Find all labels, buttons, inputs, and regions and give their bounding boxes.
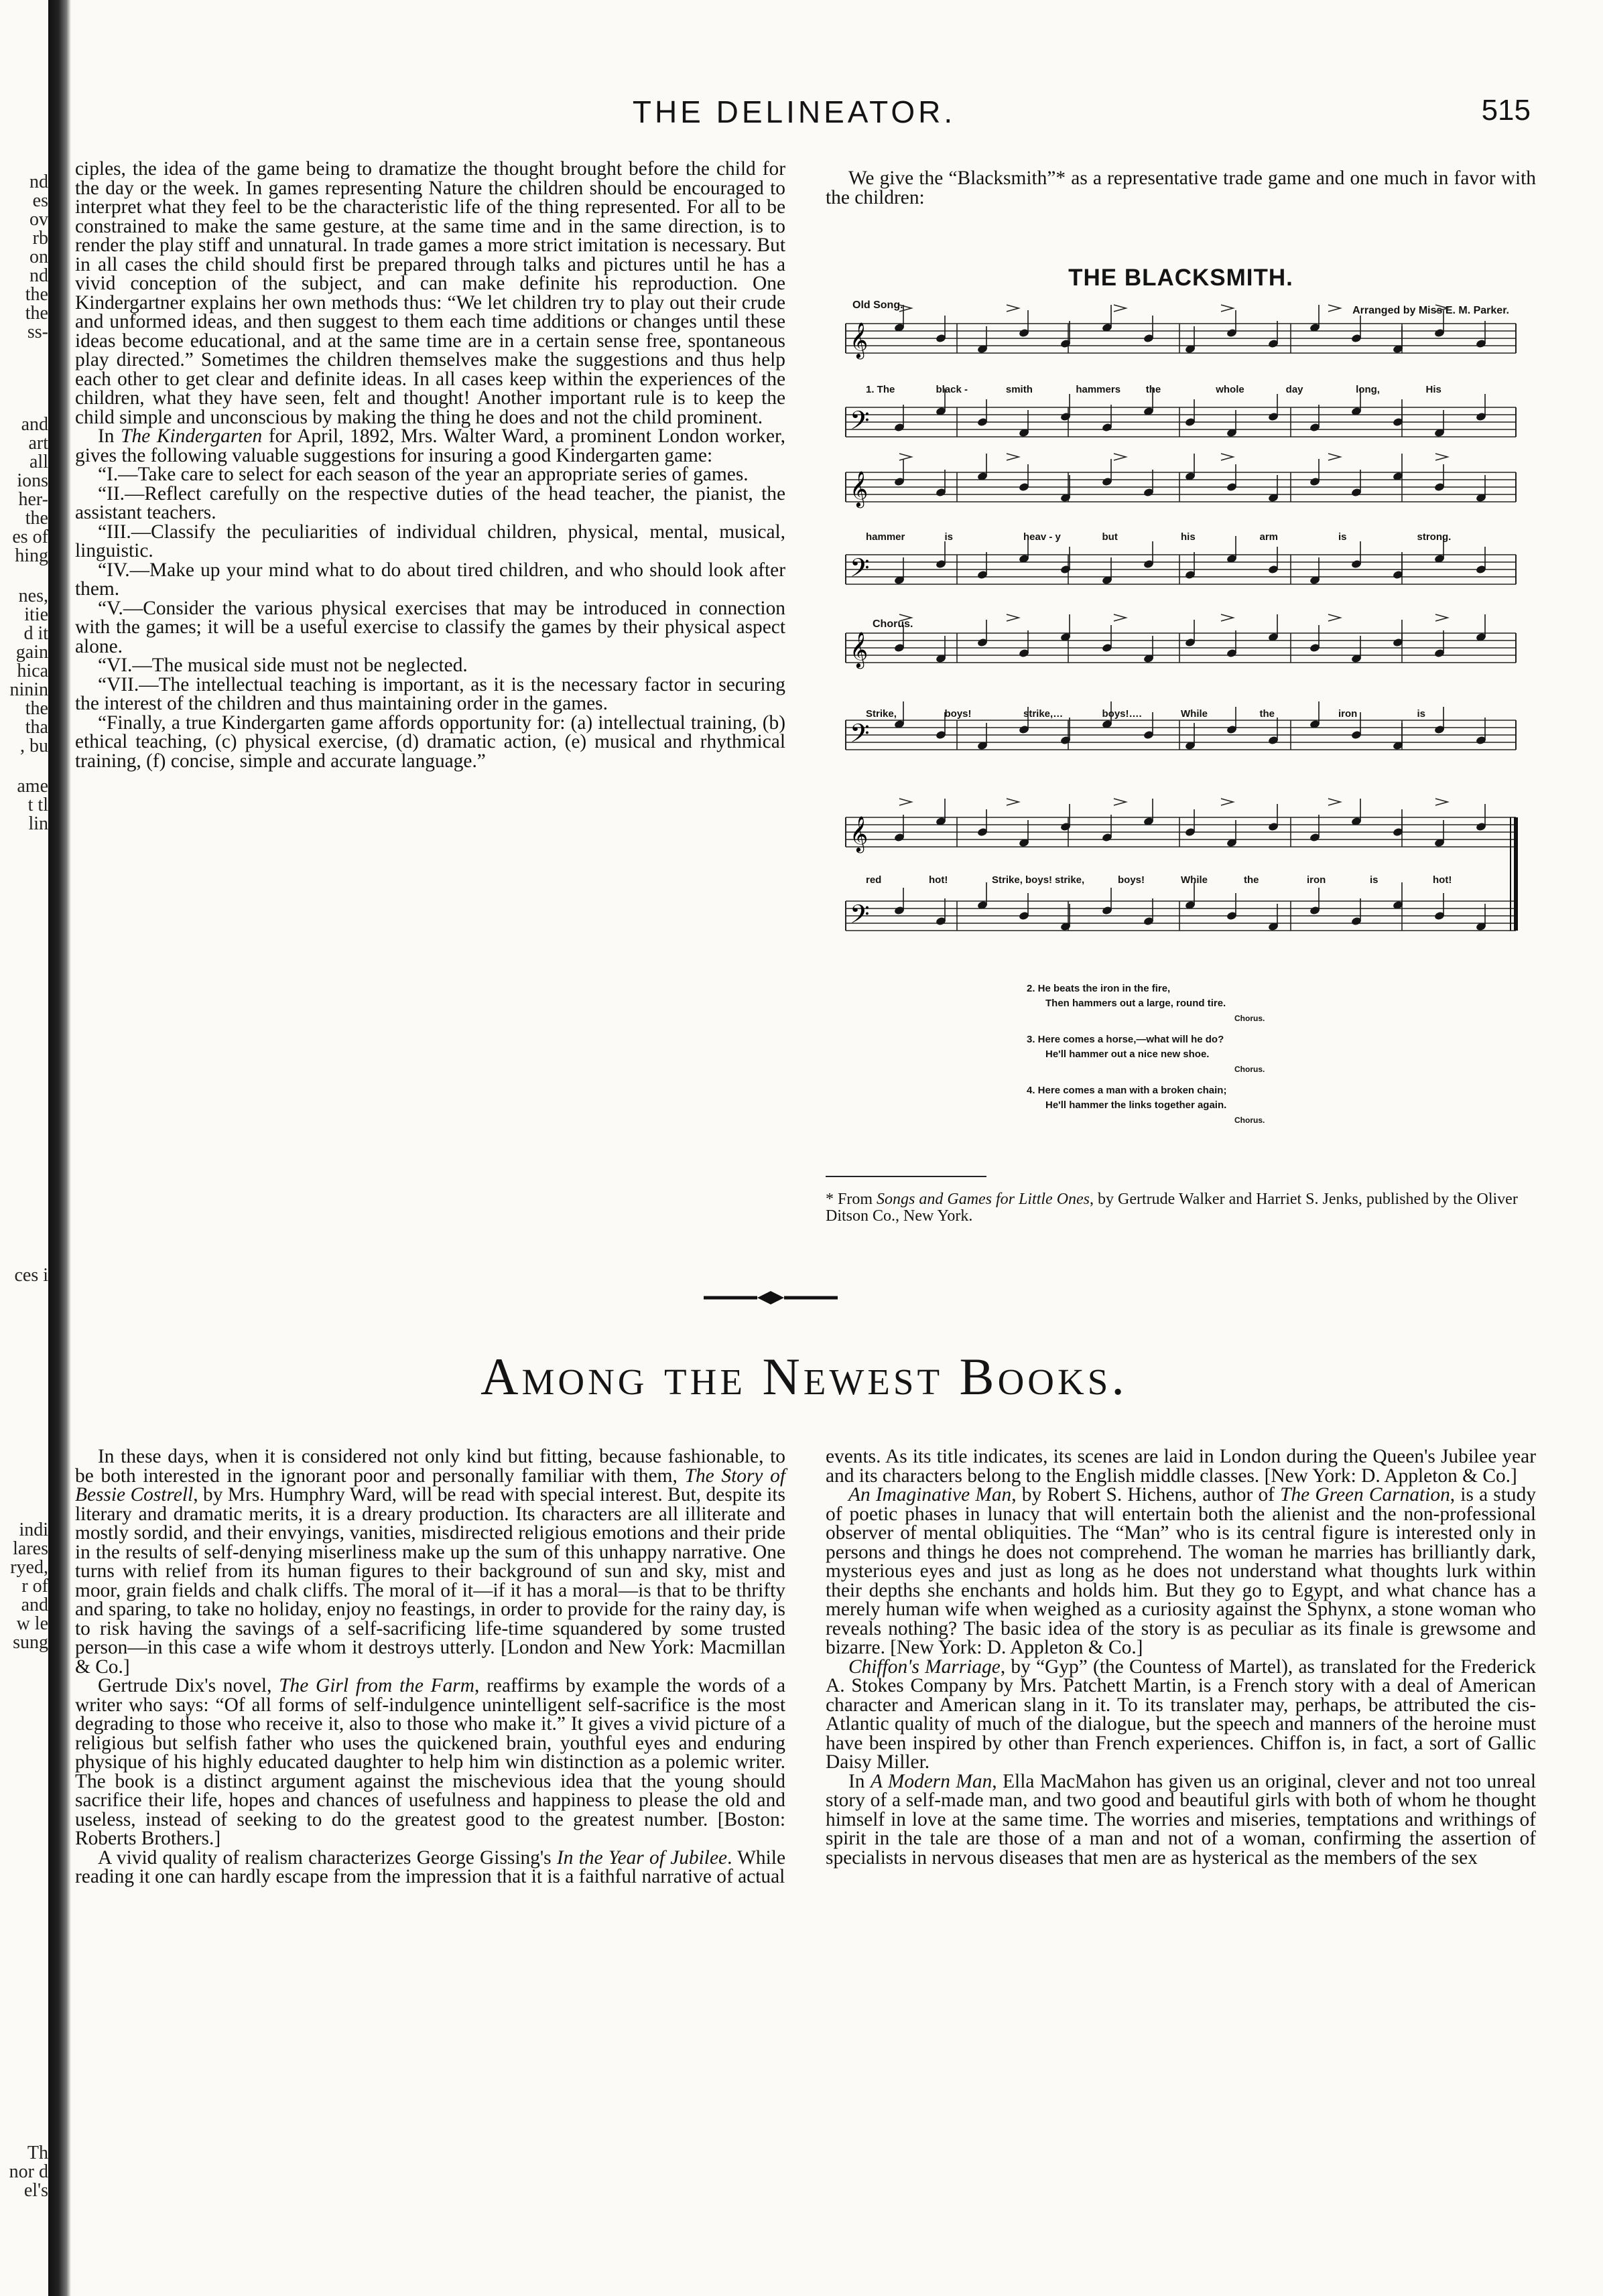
review-1-text-a: In these days, when it is considered not only kind but fitting, because fashionable, to be both interested in the ignorant poor and personally familiar with them, [75,1446,785,1487]
accent-mark [1328,799,1340,805]
song-title: THE BLACKSMITH. [1068,265,1293,291]
treble-clef-icon: 𝄞 [850,631,869,667]
books-left-column [75,1447,785,2285]
treble-clef-icon: 𝄞 [850,322,869,358]
review-4-title-2: The Green Carnation [1280,1484,1450,1505]
left-fragment: ninin [9,679,48,700]
lyric-word: hammers [1076,384,1121,395]
verse-3-line-2: He'll hammer out a nice new shoe. [1045,1049,1210,1060]
review-4-title: An Imaginative Man [848,1484,1012,1505]
lyric-word: hot! [929,874,948,886]
running-header-title: THE DELINEATOR. [632,94,956,129]
verse-4-line-1: 4. Here comes a man with a broken chain; [1027,1085,1227,1096]
accent-mark [1435,305,1448,312]
top-left-column [75,159,785,1248]
left-fragment: art [28,433,48,454]
chorus-label: Chorus. [873,618,913,630]
lyric-word: While [1181,708,1208,720]
verse-2 [1027,982,1375,1026]
footnote [826,1191,1536,1225]
accent-mark [1221,454,1233,460]
lyric-word: heav - y [1023,531,1061,543]
review-2-title: The Girl from the Farm [279,1675,474,1696]
verse-3-line-1: 3. Here comes a horse,—what will he do? [1027,1034,1224,1045]
left-fragment: hing [15,545,48,566]
left-fragment: nd [29,172,48,192]
left-fragment: rb [32,228,48,249]
left-fragment: d it [23,623,48,644]
accent-mark [1328,305,1340,312]
rule-6: “VI.—The musical side must not be neglected. [98,655,468,676]
review-chiffons-marriage [826,1658,1536,1772]
review-5-title: Chiffon's Marriage [848,1656,1001,1678]
rule-5: “V.—Consider the various physical exercises that may be introduced in connection with the games; it will be a useful exercise to classify the games by their physical aspect alone. [75,597,785,657]
lyric-word: his [1181,531,1196,543]
left-fragment: her- [18,489,48,510]
left-fragment: nor d [9,2161,48,2182]
lyric-word: While [1181,874,1208,886]
lyric-word: long, [1356,384,1380,395]
lyric-word: but [1102,531,1118,543]
footnote-rest: , by Gertrude Walker and Harriet S. Jenks, published by the Oliver Ditson Co., New York. [826,1191,1518,1225]
left-fragment: Th [27,2143,48,2163]
review-bessie-costrell [75,1447,785,1676]
verse-2-line-1: 2. He beats the iron in the fire, [1027,983,1171,994]
accent-mark [899,799,911,805]
footnote-rule [826,1176,986,1177]
lyric-word: is [1417,708,1426,720]
review-6-title: A Modern Man [870,1770,992,1792]
books-right-column [826,1447,1536,2285]
accent-mark [899,305,911,312]
section-heading: Among the Newest Books. [480,1347,1128,1406]
lyric-word: is [1338,531,1347,543]
lyric-word: is [1370,874,1378,886]
binding-gutter [48,0,71,2296]
accent-mark [1328,614,1340,621]
left-fragment: el's [23,2180,48,2201]
footnote-title: Songs and Games for Little Ones [877,1191,1090,1208]
left-fragment: gain [15,642,48,663]
lyric-word: day [1285,384,1303,395]
accent-mark [1221,614,1233,621]
verse-4-chorus: Chorus. [1234,1116,1265,1125]
lyric-word: is [944,531,954,543]
lyric-word: whole [1216,384,1244,395]
left-fragment: lares [13,1538,48,1559]
accent-mark [1007,799,1019,805]
left-fragment: tha [25,717,48,738]
left-fragment: nes, [18,586,48,606]
footnote-prefix: * From [826,1191,873,1208]
accent-mark [1328,454,1340,460]
lyric-word: black - [936,384,968,395]
accent-mark [1435,799,1448,805]
bass-clef-icon: 𝄢 [850,405,870,442]
review-5-text: , by “Gyp” (the Countess of Martel), as translated for the Frederick A. Stokes Company by Mrs. Patchett Martin, is a French story with a deal of American character and American slang in it. To its translater may, perhaps, be attributed the cis-Atlantic quality of much of the dialogue, but the speech and manners of the heroine must have been inspired by other than French experiences. Chiffon is, in fact, a sort of Gallic Daisy Miller. [826,1656,1536,1773]
accent-mark [1221,799,1233,805]
lyric-word: boys!…. [1102,708,1142,720]
left-fragment: the [25,508,48,529]
accent-mark [899,614,911,621]
rule-7: “VII.—The intellectual teaching is important, as it is the necessary factor in securing the interest of the children and thus maintaining order in the games. [75,673,785,714]
ward-intro-title: The Kindergarten [121,425,263,447]
verse-3-chorus: Chorus. [1234,1065,1265,1074]
left-fragment: itie [24,604,48,625]
lyric-word: the [1259,708,1275,720]
review-6-text-a: In [848,1770,865,1792]
left-fragment: es [32,190,48,211]
blacksmith-intro: We give the “Blacksmith”* as a representative trade game and one much in favor with the children: [826,167,1536,208]
lyric-word: the [1244,874,1259,886]
review-3-title: In the Year of Jubilee [556,1846,728,1869]
lyric-word: red [866,874,882,886]
review-girl-from-farm [75,1676,785,1848]
accent-mark [1114,454,1126,460]
blacksmith-score [826,265,1536,1162]
lyric-word: iron [1307,874,1326,886]
left-fragment: nd [29,265,48,286]
left-fragment: , bu [20,736,48,756]
left-fragment: ame [17,776,48,797]
accent-mark [1007,614,1019,621]
lyric-word: the [1145,384,1161,395]
left-fragment: sung [13,1632,48,1653]
lyric-word: Strike, boys! [992,874,1053,886]
lyric-word: iron [1338,708,1358,720]
left-fragment: and [21,414,48,435]
left-fragment: on [29,247,48,267]
top-right-intro [826,169,1536,207]
bass-clef-icon: 𝄢 [850,553,870,589]
accent-mark [1007,305,1019,312]
rule-2: “II.—Reflect carefully on the respective duties of the head teacher, the pianist, the assistant teachers. [75,482,785,523]
lyric-word: strike, [1055,874,1085,886]
left-fragment: ss- [27,322,48,342]
left-fragment: t tl [27,795,48,815]
accent-mark [1114,799,1126,805]
verse-3 [1027,1032,1375,1077]
left-fragment: indi [19,1520,48,1540]
rule-1: “I.—Take care to select for each season of the year an appropriate series of games. [98,464,749,485]
treble-clef-icon: 𝄞 [850,815,869,852]
section-ornament [704,1290,838,1306]
left-fragment: r of [21,1576,48,1597]
left-fragment: es of [12,527,48,547]
lyric-word: 1. The [866,384,895,395]
lyric-word: hammer [866,531,905,543]
review-3-text-b: . While reading it one can hardly escape from the impression that it is a faithful narrative of actual [75,1846,785,1887]
review-imaginative-man [826,1485,1536,1658]
review-4-text-b: , is a study of poetic phases in lunacy that will entertain both the alienist and the non-professional observer of mental obliquities. The “Man” who is its central figure is interested only in persons and things he does not comprehend. The woman he marries has brilliantly dark, mysterious eyes and just as long as he does not understand what thoughts lurk within their depths she enchants and holds him. But they go to Egypt, and what chance has a merely human wife when weighed as a curiosity against the Sphynx, a stone woman who reveals nothing? The basic idea of the story is as peculiar as its finale is grewsome and bizarre. [New York: D. Appleton & Co.] [826,1484,1536,1658]
accent-mark [1221,305,1233,312]
left-fragment: and [21,1595,48,1615]
lyric-word: strong. [1417,531,1452,543]
lyric-word: arm [1259,531,1279,543]
verse-2-chorus: Chorus. [1234,1014,1265,1023]
review-2-text-a: Gertrude Dix's novel, [98,1675,272,1696]
lyric-word: His [1425,384,1441,395]
lyric-word: smith [1005,384,1033,395]
left-page-bleed [0,0,48,2296]
left-fragment: all [29,452,48,472]
lyric-word: strike,… [1023,708,1064,720]
lyric-word: boys! [1118,874,1145,886]
review-jubilee-continued: events. As its title indicates, its scenes are laid in London during the Queen's Jubilee year and its characters belong to the English middle classes. [New York: D. Appleton & Co.] [826,1446,1536,1487]
ward-intro-rest: for April, 1892, Mrs. Walter Ward, a prominent London worker, gives the following valuable suggestions for insuring a good Kindergarten game: [75,425,785,466]
treble-clef-icon: 𝄞 [850,470,869,507]
accent-mark [1435,454,1448,460]
ward-intro [75,427,785,465]
review-6-text-b: , Ella MacMahon has given us an original, clever and not too unreal story of a self-made man, and two good and beautiful girls with both of whom he thought himself in love at the same time. The worries and miseries, temptations and writhings of spirit in the tale are those of a man and not of a woman, confirming the assertion of specialists in nervous diseases that men are as hysterical as the members of the sex [826,1770,1536,1869]
rule-3: “III.—Classify the peculiarities of individual children, physical, mental, musical, linguistic. [75,521,785,561]
left-fragment: the [25,284,48,305]
review-year-of-jubilee [75,1848,785,1887]
song-source: Old Song. [852,299,903,311]
lyric-word: Strike, [866,708,897,720]
left-fragment: w le [16,1613,48,1634]
review-1-text-b: , by Mrs. Humphry Ward, will be read with special interest. But, despite its literary and dramatic merits, it is a dreary production. Its characters are all illiterate and mostly sordid, and their envyings, vanities, misdirected religious emotions and their pride in the results of self-denying miserliness make up the sum of this unhappy narrative. One turns with relief from its human figures to their background of sun and sky, mist and moor, grain fields and chalk cliffs. The moral of it—if it has a moral—is that to be thrifty and sparing, to take no holiday, enjoy no feastings, in order to provide for the rainy day, is to risk having the savings of a self-sacrificing life-time squandered by some trusted person—in this case a wife whom it destroys utterly. [London and New York: Macmillan & Co.] [75,1484,785,1678]
left-fragment: lin [28,813,48,834]
review-1-title: The Story of Bessie Costrell [75,1465,785,1505]
song-verses [1027,982,1375,1134]
review-4-text-a: , by Robert S. Hichens, author of [1011,1484,1275,1505]
accent-mark [899,454,911,460]
page-number: 515 [1481,94,1531,127]
song-arranger: Arranged by Miss E. M. Parker. [1352,305,1509,316]
rule-4: “IV.—Make up your mind what to do about tired children, and who should look after them. [75,559,785,600]
lyric-word: hot! [1433,874,1452,886]
lyric-word: boys! [944,708,972,720]
left-fragment: ryed, [10,1557,48,1578]
left-fragment: the [25,698,48,719]
verse-4-line-2: He'll hammer the links together again. [1045,1099,1227,1111]
kindergarten-paragraph: ciples, the idea of the game being to dramatize the thought brought before the child for the day or the week. In games representing Nature the children should be encouraged to interpret what they feel to be the characteristic life of the thing represented. For all to be constrained to make the same gesture, at the same time and in the same direction, is to render the play stiff and unnatural. In trade games a more strict imitation is necessary. But in all cases the child should first be prepared through talks and pictures until he has a vivid conception of the subject, and can make definite his reproduction. One Kindergartner explains her own methods thus: “We let children try to play out their crude and unformed ideas, and then suggest to them each time additions or changes until these ideas become educational, and at the same time are in a certain sense free, spontaneous play directed.” Sometimes the children themselves make the suggestions and thus help each other to get clear and definite ideas. In all cases keep within the experiences of the children, what they have seen, felt and thought! Another important rule is to keep the child simple and unconscious by making the thing he does and not the child prominent. [75,158,785,428]
rule-finally: “Finally, a true Kindergarten game affords opportunity for: (a) intellectual training, (b) ethical teaching, (c) physical exercise, (d) dramatic action, (e) musical and rhythmical training, (f) concise, simple and accurate language.” [75,712,785,772]
review-modern-man [826,1772,1536,1868]
accent-mark [1007,454,1019,460]
ward-intro-prefix: In [98,425,115,447]
bass-clef-icon: 𝄢 [850,718,870,754]
review-2-text-b: , reaffirms by example the words of a writer who says: “Of all forms of self-indulgence unintelligent self-sacrifice is the most degrading to those who receive it, also to those who make it.” It gives a vivid picture of a religious but selfish father who uses the quickened brain, youthful eyes and enduring physique of his highly educated daughter to help him win distinction as a polemic writer. The book is a distinct argument against the mischevious idea that the young should sacrifice their life, hopes and chances of usefulness and happiness to please the old and useless, instead of seeking to do the greatest good to the greatest number. [Boston: Roberts Brothers.] [75,1675,786,1849]
bass-clef-icon: 𝄢 [850,899,870,935]
left-fragment: ions [17,470,48,491]
left-fragment: hica [17,661,48,681]
accent-mark [1114,614,1126,621]
verse-4 [1027,1083,1375,1128]
left-fragment: ces i [14,1265,48,1286]
left-fragment: the [25,303,48,324]
accent-mark [1114,305,1126,312]
verse-2-line-2: Then hammers out a large, round tire. [1045,998,1226,1009]
review-3-text-a: A vivid quality of realism characterizes George Gissing's [98,1846,552,1869]
left-fragment: ov [29,209,48,230]
accent-mark [1435,614,1448,621]
